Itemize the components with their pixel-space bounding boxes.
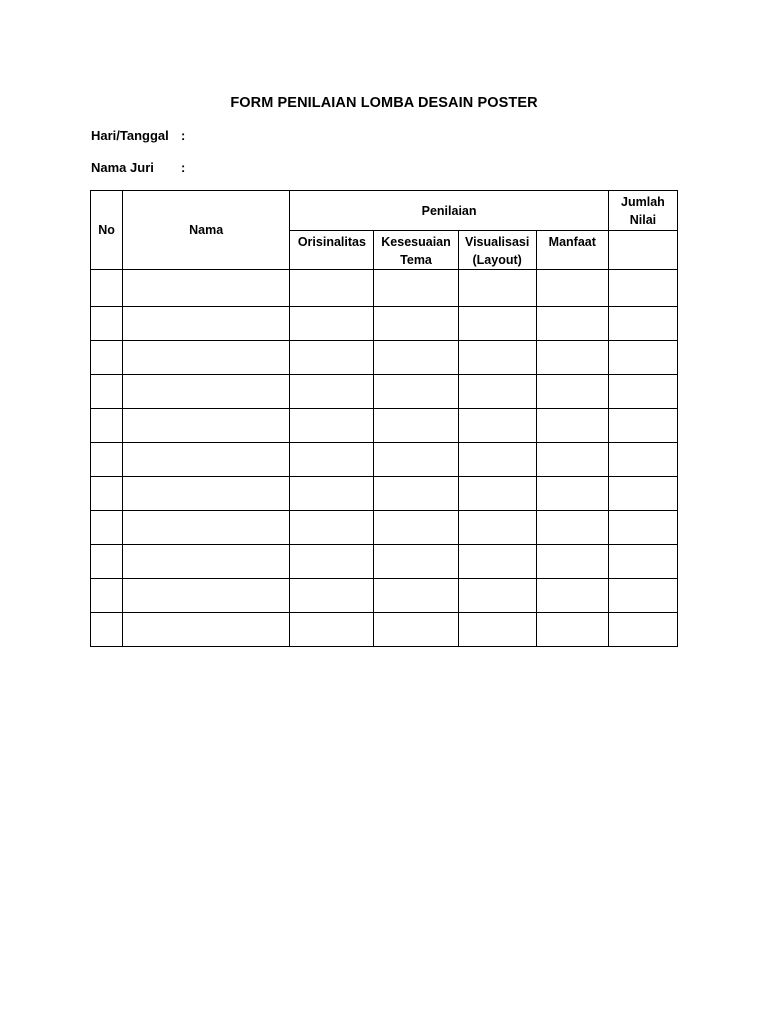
nama-cell (123, 443, 290, 477)
visualisasi-cell (458, 375, 536, 409)
manfaat-cell (536, 341, 608, 375)
nama-cell (123, 477, 290, 511)
table-row (91, 409, 678, 443)
header-orisinalitas: Orisinalitas (290, 231, 374, 270)
table-row (91, 443, 678, 477)
no-cell (91, 477, 123, 511)
no-cell (91, 511, 123, 545)
no-cell (91, 579, 123, 613)
kesesuaian-tema-cell (374, 545, 458, 579)
orisinalitas-cell (290, 307, 374, 341)
table-row (91, 477, 678, 511)
jumlah-nilai-cell (608, 545, 677, 579)
no-cell (91, 409, 123, 443)
orisinalitas-cell (290, 579, 374, 613)
visualisasi-cell (458, 477, 536, 511)
header-jumlah-empty (608, 231, 677, 270)
header-penilaian: Penilaian (290, 191, 609, 231)
kesesuaian-tema-cell (374, 477, 458, 511)
visualisasi-cell (458, 511, 536, 545)
nama-cell (123, 579, 290, 613)
visualisasi-cell (458, 545, 536, 579)
table-row (91, 511, 678, 545)
date-label: Hari/Tanggal (91, 128, 169, 143)
orisinalitas-cell (290, 613, 374, 647)
no-cell (91, 270, 123, 307)
nama-cell (123, 270, 290, 307)
orisinalitas-cell (290, 409, 374, 443)
kesesuaian-tema-cell (374, 613, 458, 647)
no-cell (91, 443, 123, 477)
kesesuaian-tema-cell (374, 579, 458, 613)
visualisasi-cell (458, 409, 536, 443)
visualisasi-cell (458, 443, 536, 477)
manfaat-cell (536, 270, 608, 307)
manfaat-cell (536, 511, 608, 545)
nama-cell (123, 307, 290, 341)
visualisasi-cell (458, 270, 536, 307)
header-no: No (91, 191, 123, 270)
kesesuaian-tema-cell (374, 443, 458, 477)
date-field (91, 128, 185, 143)
orisinalitas-cell (290, 270, 374, 307)
orisinalitas-cell (290, 511, 374, 545)
jumlah-nilai-cell (608, 375, 677, 409)
date-colon: : (181, 128, 186, 143)
jumlah-nilai-cell (608, 443, 677, 477)
nama-cell (123, 545, 290, 579)
nama-cell (123, 375, 290, 409)
no-cell (91, 545, 123, 579)
kesesuaian-tema-cell (374, 341, 458, 375)
no-cell (91, 307, 123, 341)
jumlah-nilai-cell (608, 307, 677, 341)
nama-cell (123, 613, 290, 647)
manfaat-cell (536, 307, 608, 341)
header-manfaat: Manfaat (536, 231, 608, 270)
no-cell (91, 341, 123, 375)
no-cell (91, 613, 123, 647)
orisinalitas-cell (290, 341, 374, 375)
table-row (91, 307, 678, 341)
jumlah-nilai-cell (608, 613, 677, 647)
orisinalitas-cell (290, 375, 374, 409)
manfaat-cell (536, 579, 608, 613)
table-row (91, 613, 678, 647)
orisinalitas-cell (290, 545, 374, 579)
manfaat-cell (536, 375, 608, 409)
visualisasi-cell (458, 341, 536, 375)
manfaat-cell (536, 409, 608, 443)
judge-field (91, 160, 185, 175)
jumlah-nilai-cell (608, 511, 677, 545)
kesesuaian-tema-cell (374, 409, 458, 443)
nama-cell (123, 511, 290, 545)
header-row-1 (91, 191, 678, 231)
manfaat-cell (536, 613, 608, 647)
scoring-table (90, 190, 678, 647)
kesesuaian-tema-cell (374, 307, 458, 341)
jumlah-nilai-cell (608, 341, 677, 375)
judge-label: Nama Juri (91, 160, 154, 175)
visualisasi-cell (458, 613, 536, 647)
visualisasi-cell (458, 307, 536, 341)
table-row (91, 375, 678, 409)
manfaat-cell (536, 545, 608, 579)
table-row (91, 270, 678, 307)
jumlah-nilai-cell (608, 579, 677, 613)
no-cell (91, 375, 123, 409)
nama-cell (123, 341, 290, 375)
page-title: FORM PENILAIAN LOMBA DESAIN POSTER (230, 95, 538, 111)
jumlah-nilai-cell (608, 270, 677, 307)
table-row (91, 545, 678, 579)
kesesuaian-tema-cell (374, 270, 458, 307)
manfaat-cell (536, 477, 608, 511)
nama-cell (123, 409, 290, 443)
orisinalitas-cell (290, 477, 374, 511)
kesesuaian-tema-cell (374, 511, 458, 545)
table-row (91, 579, 678, 613)
judge-colon: : (181, 160, 186, 175)
table-row (91, 341, 678, 375)
visualisasi-cell (458, 579, 536, 613)
header-kesesuaian-tema: Kesesuaian Tema (374, 231, 458, 270)
kesesuaian-tema-cell (374, 375, 458, 409)
jumlah-nilai-cell (608, 409, 677, 443)
header-nama: Nama (123, 191, 290, 270)
header-visualisasi: Visualisasi (Layout) (458, 231, 536, 270)
jumlah-nilai-cell (608, 477, 677, 511)
orisinalitas-cell (290, 443, 374, 477)
header-jumlah-nilai: Jumlah Nilai (608, 191, 677, 231)
manfaat-cell (536, 443, 608, 477)
